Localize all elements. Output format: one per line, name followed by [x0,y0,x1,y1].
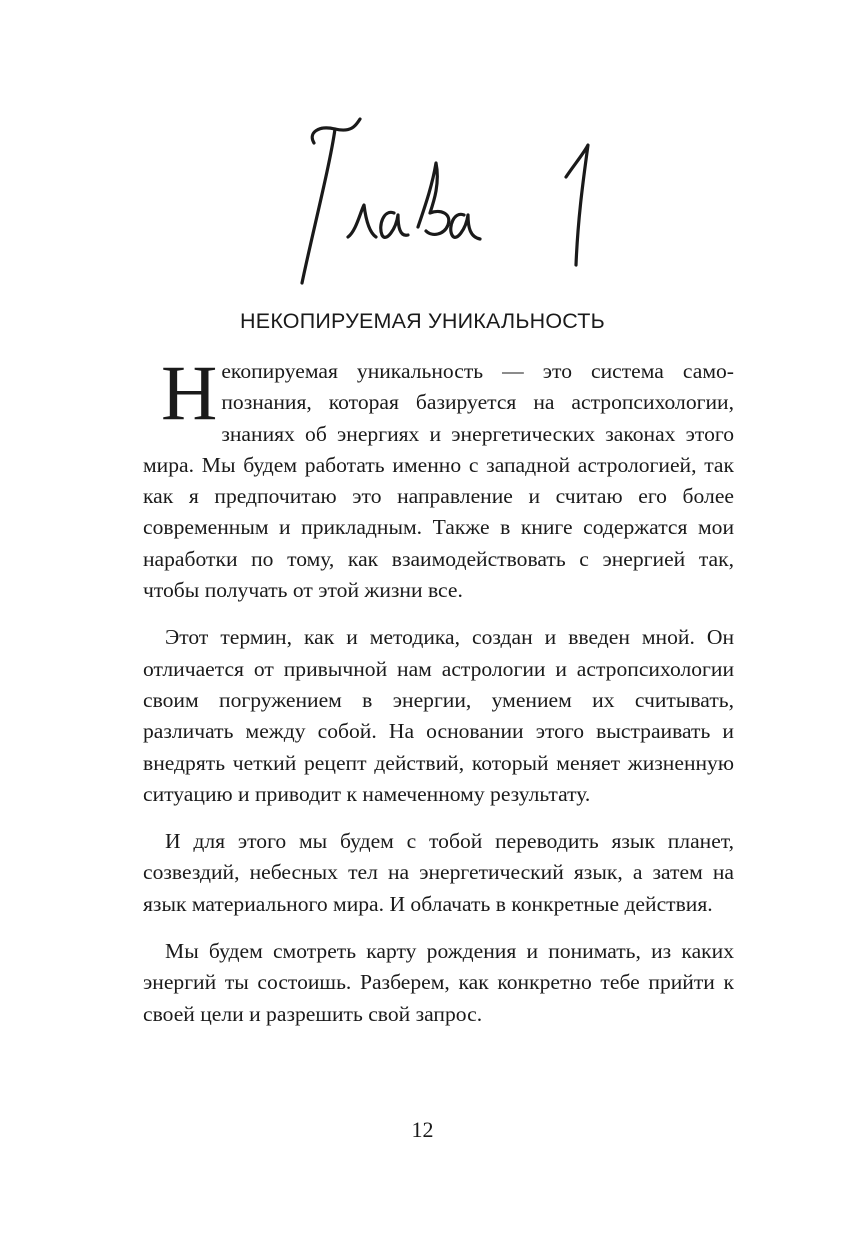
page-number: 12 [411,1117,434,1142]
body-text [143,349,734,1046]
chapter-title: НЕКОПИРУЕМАЯ УНИКАЛЬНОСТЬ [240,309,605,333]
paragraph: Этот термин, как и методика, создан и введен мной. Он отличается от привычной нам астрологии и астропсихологии своим погружением в энергии, умением их считывать, различать между собой. На основании этого выстраивать и внедрять четкий рецепт действий, который меняет жизненную ситуацию и приводит к намеченному результату. [143,625,734,806]
chapter-heading [290,105,610,305]
paragraph: Мы будем смотреть карту рождения и понимать, из каких энергий ты состоишь. Разберем, как конкретно тебе прийти к своей цели и разрешить свой запрос. [143,939,734,1026]
drop-cap: Н [161,349,218,436]
paragraph [143,349,734,606]
paragraph-text: екопируемая уникальность — это система самопознания, которая базируется на астропсихологии, знаниях об энергиях и энергетических законах этого мира. Мы будем работать именно с западной астрологией, так как я предпочитаю это направление и считаю его более современным и прикладным. Также в книге содержатся мои наработки по тому, как взаимодействовать с энергией так, чтобы получать от этой жизни все. [143,359,734,603]
paragraph: И для этого мы будем с тобой переводить язык планет, созвездий, небесных тел на энергетический язык, а затем на язык материального мира. И облачать в конкретные действия. [143,829,734,916]
chapter-heading-script [290,105,610,305]
